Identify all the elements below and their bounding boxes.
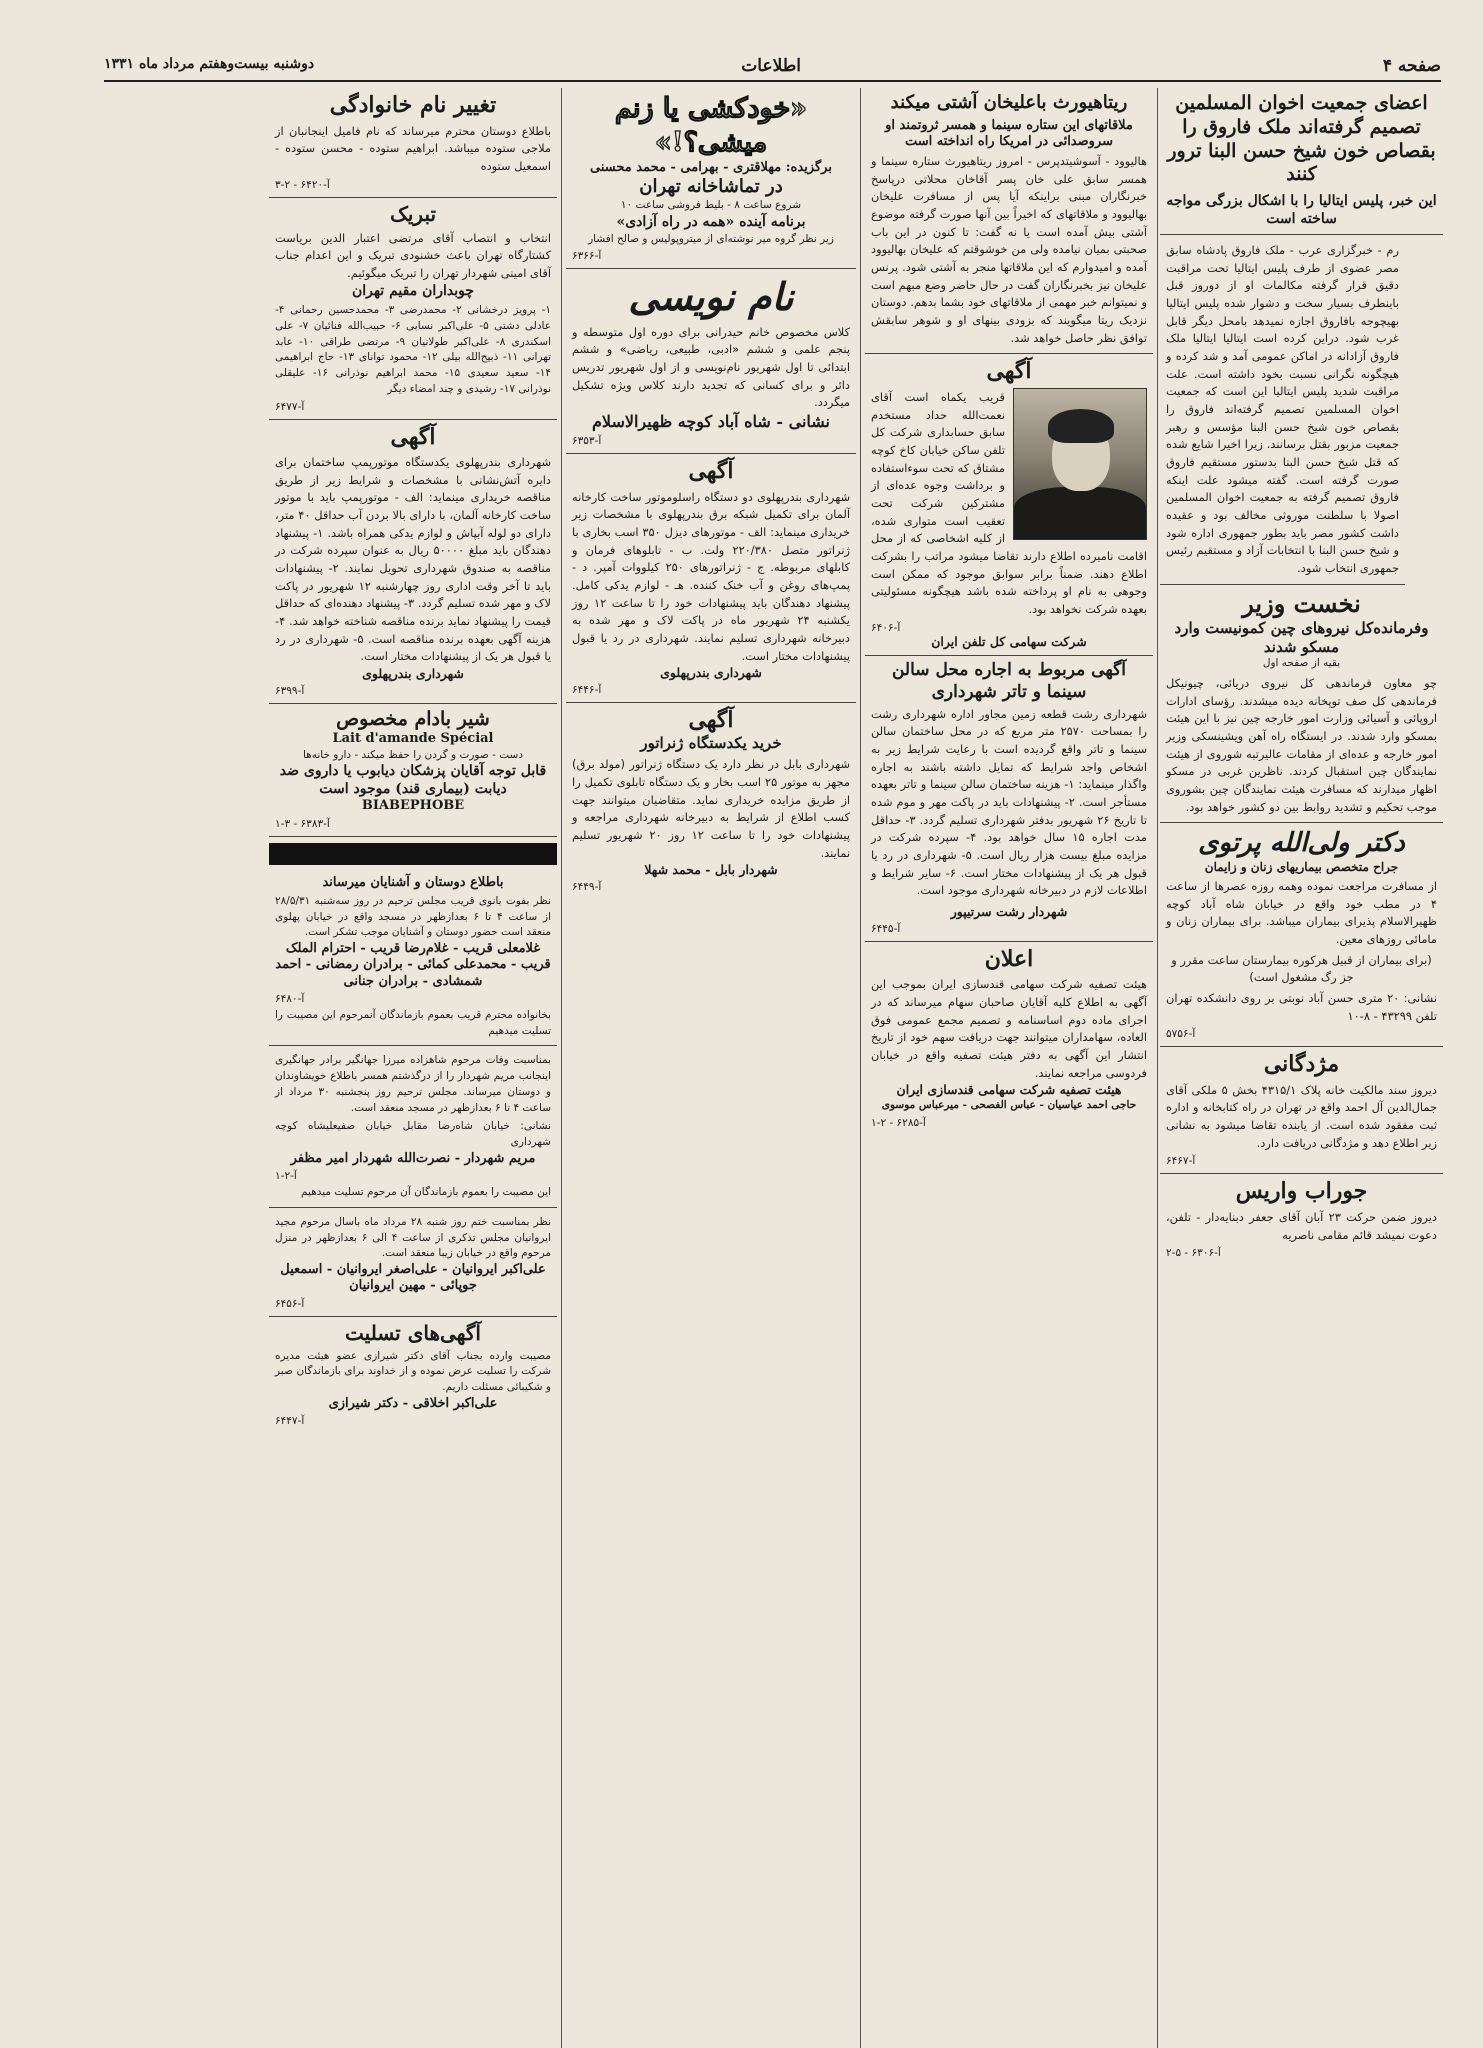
mourning2-note: این مصیبت را بعموم بازماندگان آن مرحوم تسلیت میدهیم bbox=[301, 1186, 551, 1199]
ad-code: آ-۶۴۶۷ bbox=[1166, 1155, 1196, 1168]
play-note: زیر نظر گروه میر نوشته‌ای از میتروپولیس و صالح افشار bbox=[588, 232, 834, 245]
jorab-title: جوراب واریس bbox=[1235, 1178, 1368, 1205]
ad-code: آ-۶۳۶۶ bbox=[572, 250, 602, 263]
generator-ad-body: شهرداری بندرپهلوی دو دستگاه راسلوموتور ساخت کارخانه آلمان برای تکمیل شبکه برق بندرپهلوی با مشخصات زیر خریداری مینماید: الف - موتورهای دیزل ۳۵۰ اسب بخاری با ژنراتور متصل ۲۲۰/۳۸۰ ولت. ب - تابلوهای فرمان و کابلهای مربوطه. ج - ژنراتورهای ۲۵۰ کیلووات آمپر. د - پمپ‌های روغن و آب خنک کننده. هـ - لوازم یدکی کامل. پیشنهاد دهندگان باید پیشنهادات خود را تا ساعت ۱۲ روز یکشنبه ۲۴ شهریور ماه در پاکت لاک و مهر شده به دبیرخانه شهرداری تسلیم نمایند. شهرداری در رد یا قبول پیشنهادات مختار است. bbox=[572, 489, 851, 663]
ad-code: آ-۶۴۴۷ bbox=[275, 1415, 305, 1428]
congrats-body: انتخاب و انتصاب آقای مرتضی اعتبار الدین بریاست کشتارگاه تهران باعث خشنودی تبریک و این اعدام جناب آقای امینی شهردار تهران را تبریک میگوئیم. bbox=[275, 230, 551, 280]
column-right bbox=[1160, 88, 1443, 2048]
elan-names: حاجی احمد عیاسیان - عباس الفصحی - میرعباس موسوی bbox=[881, 1098, 1137, 1111]
ad-code: آ-۶۴۸۰ bbox=[275, 992, 305, 1005]
doctor-body: از مسافرت مراجعت نموده وهمه روزه عصرها از ساعت ۴ در مطب خود واقع در خیابان شاه آباد کوچه ظهیرالاسلام پذیرای بیماران میباشد. برای بیماران زنان و مامائی روزهای معین. bbox=[1166, 878, 1437, 946]
firepump-ad-body: شهرداری بندرپهلوی یکدستگاه موتورپمپ ساختمان برای دایره آتش‌نشانی با مشخصات و شرایط زیر از طریق مناقصه خریداری مینماید: الف - موتورپمپ باید با موتور ساخت کارخانه آلمان، با دارای بالا بردن آب حداقل ۴۰ متر، دارای دو لوله آبپاش و لوازم یدکی همراه باشد. ۱- پیشنهاد دهندگان باید مبلغ ۵۰۰۰۰ ریال به عنوان سپرده شرکت در مناقصه به صندوق شهرداری تحویل نمایند. ۲- پیشنهادات باید تا آخر وقت اداری روز چهارشنبه ۱۲ شهریور در پاکت لاک و مهر شده تسلیم گردد. ۳- پیشنهاد دهنده‌ای که حداقل قیمت را پیشنهاد نماید برنده مناقصه شناخته خواهد شد. ۴- هزینه آگهی بعهده برنده مناقصه است. ۵- شهرداری در رد یا قبول هر یک از پیشنهادات مختار است. bbox=[275, 455, 551, 664]
ad-code: آ-۶۴۰۶ bbox=[871, 621, 901, 634]
almond-milk-french: Lait d'amande Spécial bbox=[332, 731, 494, 747]
generator-ad-signature: شهرداری بندرپهلوی bbox=[660, 665, 762, 681]
firepump-ad-title: آگهی bbox=[390, 423, 436, 450]
cinema-body: شهرداری رشت قطعه زمین مجاور اداره شهرداری رشت را بمساحت ۲۵۷۰ متر مربع که در محل ساختمان سالن سینما و تاتر واقع گردیده است با رعایت شرایط زیر به اشخاص واجد شرایط که تمایل داشته باشند به اجاره واگذار مینماید: ۱- هزینه ساختمان سالن سینما و تاتر بعهده مستأجر است. ۲- پیشنهادات باید در پاکت مهر و موم شده تا تاریخ ۲۶ شهریور بدفتر شهرداری تسلیم گردد. ۳- حداقل مدت اجاره ۱۵ سال خواهد بود. ۴- سپرده شرکت در مزایده مبلغ بیست هزار ریال است. ۵- شهرداری در رد یا قبول هر یک از پیشنهادات مختار است. ۶- سایر شرایط و اطلاعات لازم در دبیرخانه شهرداری موجود است. bbox=[871, 706, 1147, 898]
ad-code: آ-۶۴۲۰ - ۲-۳ bbox=[275, 178, 330, 191]
firepump-ad-signature: شهرداری بندرپهلوی bbox=[362, 666, 464, 682]
portrait-photo bbox=[1013, 388, 1147, 540]
play-title: «خودکشی یا زنم میشی؟!» bbox=[614, 93, 808, 158]
rita-subtitle: ملاقاتهای این ستاره سینما و همسر ثروتمند او سروصدائی در امریکا راه انداخته است bbox=[885, 117, 1133, 149]
mourning2-names: مریم شهردار - نصرت‌الله شهردار امیر مظفر bbox=[290, 1150, 536, 1166]
condolence-title: آگهی‌های تسلیت bbox=[345, 1320, 481, 1345]
doctor-address: نشانی: ۲۰ متری حسن آباد نوبتی بر روی دانشکده تهران تلفن ۴۳۲۹۹ - ۸-۱۰ bbox=[1166, 990, 1437, 1023]
mourning3-body: نظر بمناسبت ختم روز شنبه ۲۸ مرداد ماه باسال مرحوم مجید ایروانیان مجلس تذکری از ساعت ۴ الی ۶ بعدازظهر در منزل مرحوم واقع در خیابان زیبا منعقد است. bbox=[275, 1215, 552, 1260]
cinema-signature: شهردار رشت سرتیپور bbox=[950, 904, 1068, 920]
ad-code: آ-۶۲۸۵ - ۲-۱ bbox=[871, 1116, 926, 1129]
almond-milk-body: قابل توجه آقایان پزشکان دیابوب یا داروی ضد دیابت (بیماری قند) موجود است bbox=[279, 763, 547, 797]
doctor-title: جراح متخصص بیماریهای زنان و زایمان bbox=[1204, 859, 1399, 874]
ad-code: آ-۶۴۷۷ bbox=[275, 400, 305, 413]
farouk-body: رم - خبرگزاری عرب - ملک فاروق پادشاه سابق مصر عضوی از طرف پلیس ایتالیا تحت مراقبت دقیق قرار گرفته مکالمات او از دوروز قبل باینطرف بسیار سخت و دشوار شده پلیس ایتالیا بهیچوجه بافاروق اجازه نمیدهد بامحل دیگر قابل غرب شود. دراین کرده است ایتالیا ایتالیا ملک فاروق آزادانه در اماکن عمومی آمد و شد کرده و هیچگونه نگرانی نسبت بخود داشته است. علت مراقبت شدید پلیس ایتالیا این است که جمعیت اخوان المسلمین تصمیم گرفته‌اند فاروق را بقصاص خون شیخ حسن البنا مؤسس و رهبر جمعیت مزبور بقتل برسانند. زیرا اخیرا شایع شده که قتل شیخ حسن البنا بدستور مستقیم فاروق صورت گرفته است. گفته میشود علت اینکه فاروق تصمیم گرفته به جمعیت اخوان المسلمین اصولا با سلطنت موروثی مخالف بود و عقیده داشت کشور مصر باید بطور جمهوری اداره شود و شیخ حسن البنا با انتخابات آزاد و مستقیم رئیس جمهوری انتخاب شود. bbox=[1166, 243, 1399, 576]
almond-milk-brand: BIABEPHOBE bbox=[361, 798, 465, 814]
babol-ad-body: شهرداری بابل در نظر دارد یک دستگاه ژنراتور (مولد برق) مجهز به موتور ۲۵ اسب بخار و یک دستگاه تابلوی تکمیل را از طریق مزایده خریداری نماید. متقاضیان میتوانند جهت کسب اطلاع از شرایط به دبیرخانه شهرداری مراجعه و پیشنهادات خود را تا ساعت ۱۲ روز ۲۰ شهریور تسلیم نمایند. bbox=[572, 757, 851, 860]
ad-code: آ-۵۷۵۶ bbox=[1166, 1028, 1196, 1041]
condolence-names: علی‌اکبر اخلاقی - دکتر شیرازی bbox=[328, 1395, 498, 1411]
elan-title: اعلان bbox=[984, 945, 1034, 972]
rita-title: ریتاهیورث باعلیخان آشتی میکند bbox=[890, 92, 1128, 113]
mourning-names: غلامعلی قریب - غلام‌رضا قریب - احترام الملک قریب - محمدعلی کمائی - برادران رمضانی - احمد شمشادی - برادران جنانی bbox=[275, 941, 551, 989]
mourning3-names: علی‌اکبر ایروانیان - علی‌اصغر ایروانیان - اسمعیل جوپائی - مهین ایروانیان bbox=[280, 1262, 546, 1294]
phone-ad-title: آگهی bbox=[986, 358, 1032, 385]
column-mid-left bbox=[566, 88, 856, 2048]
congrats-subtitle: چوبداران مقیم تهران bbox=[351, 282, 475, 299]
jorab-body: دیروز ضمن حرکت ۲۳ آبان آقای جعفر دبنایه‌دار - تلفن، دعوت نمیشد قائم مقامی ناصریه bbox=[1166, 1209, 1437, 1242]
phone-ad-body: قریب یکماه است آقای نعمت‌الله حداد مستخدم سابق حسابداری شرکت کل تلفن ساکن خیابان کاخ کوچه مشتاق که تحت سوءاستفاده و برداشت وجوه عده‌ای از مشترکین شرکت تحت تعقیب است متواری شده، از کلیه اشخاصی که از محل اقامت نامبرده اطلاع دارند تقاضا میشود مراتب را بشرکت اطلاع دهند. ضمناً برابر سوابق موجود که ممکن است وجوهی به نام او پرداخته شده باشد هیچگونه مسئولیتی بعهده شرکت نخواهد بود. bbox=[871, 389, 1147, 616]
issue-date: دوشنبه بیست‌وهفتم مرداد ماه ۱۳۳۱ bbox=[104, 56, 315, 72]
babol-ad-title: آگهی bbox=[688, 706, 734, 733]
ad-code: آ-۶۳۹۹ bbox=[275, 684, 305, 697]
column-left bbox=[269, 88, 557, 2048]
condolence-body: مصیبت وارده بجناب آقای دکتر شیرازی عضو هیئت مدیره شرکت را تسلیت عرض نموده و از خداوند برای بازماندگان صبر و شکیبائی مسئلت داریم. bbox=[275, 1349, 551, 1394]
ad-code: آ-۶۴۴۶ bbox=[572, 683, 602, 696]
mourning-body: نظر بفوت بانوی قریب مجلس ترحیم در روز سه‌شنبه ۲۸/۵/۳۱ از ساعت ۴ تا ۶ بعدازظهر در مسجد واقع در خیابان پهلوی منعقد است حضور دوستان و آشنایان موجب تشکر است. bbox=[275, 894, 551, 939]
play-time: شروع ساعت ۸ - بلیط فروشی ساعت ۱۰ bbox=[620, 199, 802, 212]
phone-ad-signature: شرکت سهامی کل تلفن ایران bbox=[931, 633, 1087, 649]
lost-body: دیروز سند مالکیت خانه پلاک ۴۳۱۵/۱ بخش ۵ ملکی آقای جمال‌الدین آل احمد واقع در تهران در راه کتابخانه و اداره ثبت مفقود شده است. از یابنده تقاضا میشود به نشانی زیر اطلاع دهد و مژدگانی دریافت دارد. bbox=[1166, 1082, 1437, 1150]
ad-code: آ-۶۴۴۵ bbox=[871, 922, 901, 935]
play-cast: برگزیده: مهلاقتری - بهرامی - محمد محسنی bbox=[590, 159, 832, 175]
babol-ad-signature: شهردار بابل - محمد شهلا bbox=[644, 862, 778, 878]
name-change-body: باطلاع دوستان محترم میرساند که نام فامیل اینجانبان از ملاجی ستوده میباشد. ابراهیم ستوده - محسن ستوده - اسمعیل ستوده bbox=[275, 123, 551, 173]
ad-code: آ-۶۴۵۶ bbox=[275, 1297, 305, 1310]
pm-note: بقیه از صفحه اول bbox=[1262, 657, 1341, 670]
column-rule bbox=[860, 88, 861, 2048]
enrollment-title: نام نویسی bbox=[628, 274, 794, 320]
mourning-title: باطلاع دوستان و آشنایان میرساند bbox=[322, 874, 504, 890]
farouk-subhead: این خبر، پلیس ایتالیا را با اشکال بزرگی مواجه ساخته است bbox=[1166, 193, 1437, 227]
generator-ad-title: آگهی bbox=[688, 458, 734, 485]
divider-bar bbox=[269, 843, 557, 865]
mourning-note: بخانواده محترم قریب بعموم بازماندگان آنمرحوم این مصیبت را تسلیت میدهیم bbox=[275, 1008, 551, 1037]
play-next: برنامه آینده «همه در راه آزادی» bbox=[616, 214, 806, 230]
column-mid-right bbox=[865, 88, 1153, 2048]
page-number: صفحه ۴ bbox=[1382, 56, 1441, 76]
cinema-title: آگهی مربوط به اجاره محل سالن سینما و تاتر شهرداری bbox=[891, 660, 1126, 702]
farouk-headline: اعضای جمعیت اخوان المسلمین تصمیم گرفته‌اند ملک فاروق را بقصاص خون شیخ حسن البنا ترور کنند bbox=[1167, 92, 1436, 186]
elan-body: هیئت تصفیه شرکت سهامی قندسازی ایران بموجب این آگهی به اطلاع کلیه آقایان صاحبان سهام میرساند که در اجرای ماده دوم اساسنامه و تصمیم مجمع عمومی فوق العاده، سهامداران میتوانند جهت دریافت سهم خود از تاریخ انتشار این آگهی به دفتر هیئت تصفیه واقع در خیابان فردوسی مراجعه نمایند. bbox=[871, 977, 1147, 1080]
enrollment-address: نشانی - شاه آباد کوچه ظهیرالاسلام bbox=[592, 412, 830, 432]
babol-ad-subtitle: خرید یکدستگاه ژنراتور bbox=[640, 734, 782, 753]
elan-signature: هیئت تصفیه شرکت سهامی قندسازی ایران bbox=[896, 1082, 1122, 1098]
almond-milk-title: شیر بادام مخصوص bbox=[336, 707, 490, 730]
pm-title: نخست وزیر bbox=[1242, 588, 1361, 618]
doctor-name: دکتر ولی‌الله پرتوی bbox=[1198, 828, 1405, 859]
paper-name: اطلاعات bbox=[741, 56, 801, 76]
ad-code: آ-۶۳۰۶ - ۵-۲ bbox=[1166, 1247, 1221, 1260]
pm-subtitle: وفرمانده‌کل نیروهای چین کمونیست وارد مسکو شدند bbox=[1174, 618, 1429, 656]
lost-title: مژدگانی bbox=[1263, 1051, 1340, 1078]
ad-code: آ-۶۳۸۳ - ۳-۱ bbox=[275, 817, 330, 830]
column-rule bbox=[1157, 88, 1158, 2048]
mourning2-body: بمناسبت وفات مرحوم شاهزاده میرزا جهانگیر برادر جهانگیری اینجانب مریم شهردار را از درگذشتم همسر باطلاع خویشاوندان و دوستان میرساند. مجلس ترحیم روز پنجشنبه ۳۰ مرداد از ساعت ۴ تا ۶ بعدازظهر در مسجد منعقد است. bbox=[275, 1054, 552, 1114]
rita-body: هالیوود - آسوشیتدپرس - امروز ریتاهیورث ستاره سینما و همسر سابق علی خان پسر آقاخان محلاتی درپاسخ خبرنگاران مبنی براینکه آیا پس از مسافرت علیخان بهالیوود و ملاقاتهای که اخیراً بین آنها صورت گرفته موضوع آشتی بیش آمده است یا نه گفت: تا کنون در این باب صحبتی بمیان نیامده ولی من خوشوقتم که علیخان بهالیوود آمده و امیدوارم که این ملاقاتها منجر به آشتی شود. پرنس علیخان نیز بخبرنگاران گفت در حال حاضر وضع مبهم است و نمیتوانم خبر مهمی از ملاقاتهای خود بشما بدهم. دوستان نزدیک ریتا میگویند که بزودی بینهای او و شوهر سابقش توافق نظر حاصل خواهد شد. bbox=[871, 154, 1147, 345]
ad-code: آ-۶۴۴۹ bbox=[572, 880, 602, 893]
play-venue: در تماشاخانه تهران bbox=[639, 175, 783, 197]
ad-code: آ-۲-۱ bbox=[275, 1170, 297, 1183]
almond-milk-desc: دست - صورت و گردن را حفظ میکند - دارو خانه‌ها bbox=[302, 748, 524, 761]
mourning2-address: نشانی: خیابان شاه‌رضا مقابل خیابان صفیعلیشاه کوچه شهرداری bbox=[275, 1120, 551, 1149]
ad-code: آ-۶۳۵۳ bbox=[572, 435, 602, 448]
name-change-title: تغییر نام خانوادگی bbox=[329, 92, 497, 118]
doctor-note: (برای بیماران از قبیل هرکوره بیمارستان ساعت مقرر و جز رگ مشغول است) bbox=[1171, 952, 1432, 985]
enrollment-body: کلاس مخصوص خانم حیدرانی برای دوره اول متوسطه و پنجم علمی و ششم «ادبی، طبیعی، ریاضی» و ششم ابتدائی تا اول شهریور نام‌نویسی و از اول شهریور تدریس دائر و برای کسانی که تجدید دارند کلاس ویژه تشکیل میگردد. bbox=[572, 324, 850, 410]
pm-body: چو معاون فرماندهی کل نیروی دریائی، چیونیکل فرماندهی کل صف توپخانه دیده میشدند. رؤسای ادارات اروپائی و آسیائی وزارت امور خارجه چین نیز با این هیئت بمسکو وارد شدند. در ایستگاه راه آهن ویشینسکی وزیر امور خارجه و عده‌ای از مقامات عالیرتبه شوروی از هیئت نمایندگان چین استقبال کردند. ناظرین غربی در مسکو اظهار میدارند که مسافرت هیئت نمایندگان چین بشوروی موجب تحکیم و تشدید روابط بین دو کشور خواهد بود. bbox=[1166, 676, 1437, 814]
congrats-names: ۱- پرویز درخشانی ۲- محمدرضی ۳- محمدحسین رحمانی ۴- عادلی دشتی ۵- علی‌اکبر نسابی ۶- حبیب‌الله فنائیان ۷- علی اسکندری ۸- علی‌اکبر طولانیان ۹- مرتضی طراقی ۱۰- عابد تهرانی ۱۱- ذبیح‌الله بیلی ۱۲- محمود توانای ۱۳- حاج ابراهیمی ۱۴- سعید سعیدی ۱۵- محمد ابراهیم نوذرانی ۱۶- علیقلی نوذرانی ۱۷- رشیدی و چند امضاء دیگر bbox=[275, 304, 552, 395]
column-rule bbox=[561, 88, 562, 2048]
congrats-title: تبریک bbox=[389, 201, 437, 226]
masthead bbox=[104, 52, 1441, 82]
